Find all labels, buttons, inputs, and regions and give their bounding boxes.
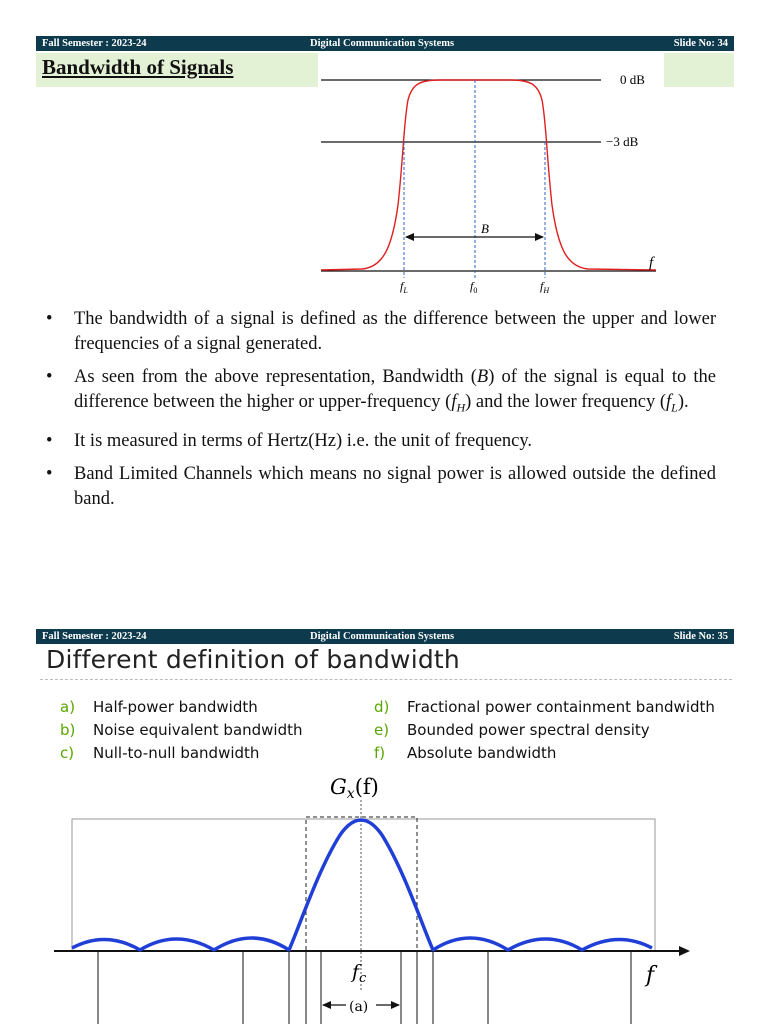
zero-db-label: 0 dB [620, 72, 645, 87]
bullet-marker: • [46, 464, 53, 485]
definition-item: e) Bounded power spectral density [374, 721, 650, 739]
arrow-head-left [322, 1001, 331, 1009]
fl-label: $f_L$ [400, 279, 408, 295]
arrow-head-right [391, 1001, 400, 1009]
half-power-label: (a) [349, 999, 369, 1015]
f0-label: $f_0$ [470, 279, 478, 295]
psd-label: Gx(f) [330, 775, 379, 802]
slide-title: Bandwidth of Signals [42, 55, 234, 79]
fh-label: $f_H$ [540, 279, 550, 295]
bullet-marker: • [46, 309, 53, 329]
axis-arrow-head [679, 946, 690, 956]
definition-item: f) Absolute bandwidth [374, 744, 557, 762]
definition-item: c) Null-to-null bandwidth [60, 744, 260, 762]
definition-item: d) Fractional power containment bandwidth [374, 698, 715, 716]
b-label: B [481, 221, 489, 236]
bullet-marker: • [46, 430, 53, 451]
slide-number: Slide No: 34 [673, 38, 728, 49]
fc-label: $f_c$ [352, 961, 367, 986]
definition-item: a) Half-power bandwidth [60, 698, 258, 716]
bullet-text: As seen from the above representation, Bandwidth (B) of the signal is equal to the difference between the higher or upper-frequency $(f_H)$ and the lower frequency $(f_L)$. [74, 367, 716, 415]
bullet-text: Band Limited Channels which means no signal power is allowed outside the defined band. [74, 464, 716, 509]
psd-curve [72, 820, 652, 950]
plot-frame [72, 819, 655, 951]
slide-title: Different definition of bandwidth [46, 645, 460, 674]
bullet-marker: • [46, 367, 53, 387]
course-title: Digital Communication Systems [310, 631, 455, 642]
bullet-text: The bandwidth of a signal is defined as the difference between the upper and lower frequencies of a signal generated. [74, 309, 716, 354]
minus3-db-label: −3 dB [606, 134, 639, 149]
bullet-text: It is measured in terms of Hertz(Hz) i.e. the unit of frequency. [74, 430, 533, 451]
slide-number: Slide No: 35 [673, 631, 728, 642]
semester-label: Fall Semester : 2023-24 [42, 631, 147, 642]
course-title: Digital Communication Systems [310, 38, 455, 49]
semester-label: Fall Semester : 2023-24 [42, 38, 147, 49]
f-axis-label: f [646, 963, 655, 988]
f-axis-label: f [649, 255, 654, 271]
definition-item: b) Noise equivalent bandwidth [60, 721, 303, 739]
